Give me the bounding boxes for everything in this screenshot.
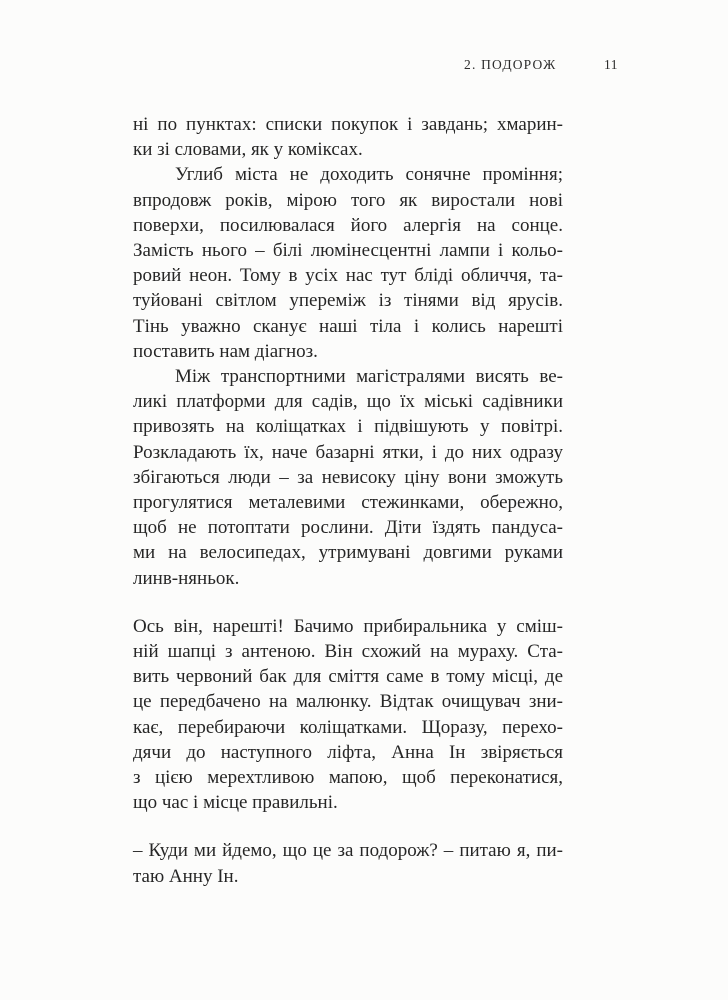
text-line: Тінь уважно сканує наші тіла і колись нарешті [133,315,563,337]
text-line: – Куди ми йдемо, що це за подорож? – питаю я, пи- [133,840,563,862]
text-line: таю Анну Ін. [133,865,239,887]
paragraph [133,364,563,591]
text-line: Замість нього – білі люмінесцентні лампи і кольо- [133,240,563,262]
text-line: з цією мерехтливою мапою, щоб переконатися, [133,767,563,789]
text-line: ні по пунктах: списки покупок і завдань; хмарин- [133,114,563,135]
text-line: ликі платформи для садів, що їх міські садівники [133,391,563,413]
text-line: кає, перебираючи коліщатками. Щоразу, перехо- [133,716,563,738]
text-line: Ось він, нарешті! Бачимо прибиральника у сміш- [133,615,563,637]
text-line: ровий неон. Тому в усіх нас тут бліді обличчя, та- [133,265,563,287]
text-block [133,112,563,889]
text-line: що час і місце правильні. [133,792,338,814]
text-line: Між транспортними магістралями висять ве- [175,366,563,388]
running-header [0,57,728,75]
text-line: поставить нам діагноз. [133,340,318,362]
text-line: привозять на коліщатках і підвішують у повітрі. [133,416,563,438]
paragraph [133,112,563,162]
text-line: поверхи, посилювалася його алергія на сонце. [133,214,563,236]
text-line: Углиб міста не доходить сонячне проміння; [175,164,563,186]
paragraph [133,614,563,816]
text-line: линв-няньок. [133,567,240,589]
paragraph [133,162,563,364]
text-line: дячи до наступного ліфта, Анна Ін звіряється [133,741,563,763]
text-line: збігаються люди – за невисоку ціну вони зможуть [133,466,563,488]
chapter-title: 2. ПОДОРОЖ [464,57,557,72]
page-number: 11 [604,57,618,72]
text-line: ній шапці з антеною. Він схожий на мураху. Ста- [133,641,563,663]
text-line: вить червоний бак для сміття саме в тому місці, де [133,666,563,688]
text-line: ки зі словами, як у коміксах. [133,139,363,161]
text-line: щоб не потоптати рослини. Діти їздять пандуса- [133,517,563,539]
paragraph [133,838,563,888]
text-line: ми на велосипедах, утримувані довгими руками [133,542,563,564]
text-line: впродовж років, мірою того як виростали нові [133,189,563,211]
text-line: прогулятися металевими стежинками, обережно, [133,492,563,514]
text-line: це передбачено на малюнку. Відтак очищувач зни- [133,691,563,713]
text-line: туйовані світлом упереміж із тінями від ярусів. [133,290,563,312]
text-line: Розкладають їх, наче базарні ятки, і до них одразу [133,441,563,463]
